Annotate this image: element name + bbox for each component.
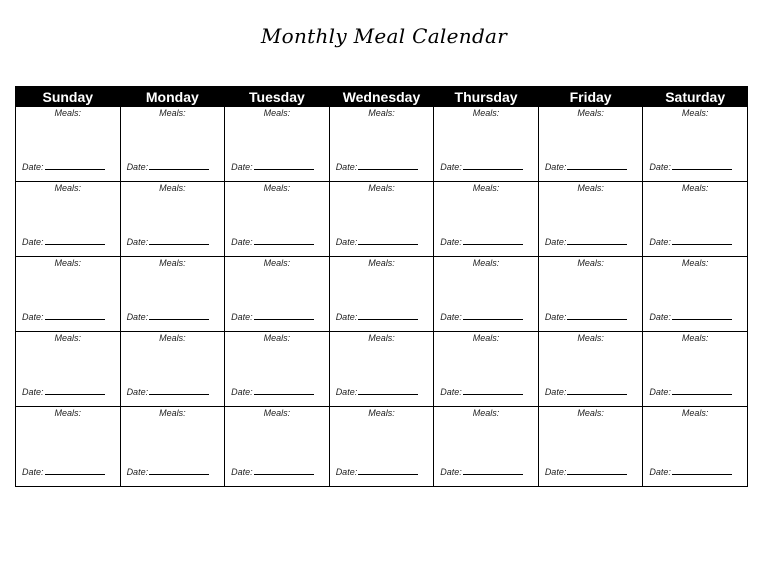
- date-field[interactable]: [231, 387, 314, 397]
- date-label: Date:: [126, 162, 149, 172]
- date-field[interactable]: [440, 387, 523, 397]
- date-label: Date:: [126, 237, 149, 247]
- date-field[interactable]: [336, 387, 419, 397]
- day-cell-wednesday-week-4[interactable]: [329, 332, 434, 407]
- meals-label: Meals:: [54, 108, 82, 118]
- date-blank-line[interactable]: [149, 394, 209, 395]
- date-field[interactable]: [231, 162, 314, 172]
- date-field[interactable]: [649, 467, 732, 477]
- date-blank-line[interactable]: [45, 319, 105, 320]
- date-blank-line[interactable]: [254, 169, 314, 170]
- header-sunday: Sunday: [16, 86, 121, 107]
- date-field[interactable]: [545, 467, 628, 477]
- day-cell-wednesday-week-3[interactable]: [329, 257, 434, 332]
- day-cell-friday-week-5[interactable]: [538, 407, 643, 487]
- date-field[interactable]: [440, 237, 523, 247]
- date-label: Date:: [231, 387, 253, 397]
- meals-label: Meals:: [263, 108, 291, 118]
- header-wednesday: Wednesday: [329, 86, 434, 107]
- date-label: Date:: [335, 387, 358, 397]
- date-label: Date:: [231, 237, 253, 247]
- meals-label: Meals:: [472, 183, 500, 193]
- meals-label: Meals:: [263, 183, 291, 193]
- date-blank-line[interactable]: [672, 319, 732, 320]
- meals-label: Meals:: [159, 333, 186, 343]
- meals-label: Meals:: [368, 183, 395, 193]
- date-blank-line[interactable]: [358, 244, 418, 245]
- date-blank-line[interactable]: [672, 169, 732, 170]
- date-field[interactable]: [336, 467, 419, 477]
- date-field[interactable]: [127, 387, 210, 397]
- date-label: Date:: [649, 387, 671, 397]
- meals-label: Meals:: [681, 183, 709, 193]
- date-label: Date:: [649, 162, 671, 172]
- date-blank-line[interactable]: [45, 394, 105, 395]
- day-cell-tuesday-week-3[interactable]: [225, 257, 330, 332]
- date-blank-line[interactable]: [45, 244, 105, 245]
- date-blank-line[interactable]: [463, 169, 523, 170]
- day-cell-tuesday-week-1[interactable]: [225, 107, 330, 182]
- date-blank-line[interactable]: [358, 474, 418, 475]
- date-blank-line[interactable]: [149, 474, 209, 475]
- date-label: Date:: [335, 467, 358, 477]
- date-label: Date:: [544, 237, 567, 247]
- day-cell-friday-week-4[interactable]: [538, 332, 643, 407]
- meals-label: Meals:: [472, 408, 500, 418]
- date-label: Date:: [544, 467, 567, 477]
- day-cell-saturday-week-2[interactable]: [643, 182, 748, 257]
- meals-label: Meals:: [54, 408, 82, 418]
- date-blank-line[interactable]: [567, 394, 627, 395]
- date-label: Date:: [22, 387, 44, 397]
- day-cell-saturday-week-5[interactable]: [643, 407, 748, 487]
- day-cell-friday-week-2[interactable]: [538, 182, 643, 257]
- date-label: Date:: [22, 467, 44, 477]
- date-field[interactable]: [545, 237, 628, 247]
- date-label: Date:: [335, 162, 358, 172]
- date-label: Date:: [22, 312, 44, 322]
- date-field[interactable]: [649, 162, 732, 172]
- day-cell-sunday-week-5[interactable]: [16, 407, 121, 487]
- date-blank-line[interactable]: [672, 394, 732, 395]
- meals-label: Meals:: [368, 108, 395, 118]
- date-field[interactable]: [127, 312, 210, 322]
- date-field[interactable]: [22, 467, 105, 477]
- meals-label: Meals:: [577, 183, 604, 193]
- day-cell-tuesday-week-5[interactable]: [225, 407, 330, 487]
- day-cell-thursday-week-3[interactable]: [434, 257, 539, 332]
- day-cell-monday-week-3[interactable]: [120, 257, 225, 332]
- day-cell-sunday-week-1[interactable]: [16, 107, 121, 182]
- header-tuesday: Tuesday: [225, 86, 330, 107]
- date-blank-line[interactable]: [358, 394, 418, 395]
- date-label: Date:: [440, 467, 462, 477]
- date-field[interactable]: [649, 312, 732, 322]
- date-field[interactable]: [649, 387, 732, 397]
- date-field[interactable]: [545, 312, 628, 322]
- date-blank-line[interactable]: [567, 169, 627, 170]
- week-row-1: [16, 107, 748, 182]
- meals-label: Meals:: [159, 108, 186, 118]
- date-field[interactable]: [440, 467, 523, 477]
- meal-calendar-grid: [15, 86, 748, 487]
- meals-label: Meals:: [577, 408, 604, 418]
- date-blank-line[interactable]: [254, 474, 314, 475]
- header-thursday: Thursday: [434, 86, 539, 107]
- date-label: Date:: [22, 162, 44, 172]
- page-title: Monthly Meal Calendar: [260, 24, 508, 48]
- header-monday: Monday: [120, 86, 225, 107]
- day-cell-monday-week-2[interactable]: [120, 182, 225, 257]
- date-field[interactable]: [649, 237, 732, 247]
- date-label: Date:: [544, 162, 567, 172]
- meals-label: Meals:: [577, 333, 604, 343]
- date-field[interactable]: [336, 162, 419, 172]
- date-label: Date:: [649, 312, 671, 322]
- meals-label: Meals:: [54, 183, 82, 193]
- day-cell-thursday-week-2[interactable]: [434, 182, 539, 257]
- date-blank-line[interactable]: [358, 169, 418, 170]
- meals-label: Meals:: [368, 408, 395, 418]
- date-label: Date:: [126, 467, 149, 477]
- date-field[interactable]: [22, 162, 105, 172]
- date-field[interactable]: [545, 387, 628, 397]
- date-blank-line[interactable]: [254, 319, 314, 320]
- meals-label: Meals:: [681, 408, 709, 418]
- meals-label: Meals:: [263, 258, 291, 268]
- date-blank-line[interactable]: [463, 394, 523, 395]
- day-cell-saturday-week-3[interactable]: [643, 257, 748, 332]
- date-field[interactable]: [231, 237, 314, 247]
- date-label: Date:: [440, 312, 462, 322]
- date-field[interactable]: [22, 387, 105, 397]
- date-field[interactable]: [22, 237, 105, 247]
- date-label: Date:: [649, 237, 671, 247]
- date-label: Date:: [440, 237, 462, 247]
- date-field[interactable]: [22, 312, 105, 322]
- day-cell-sunday-week-3[interactable]: [16, 257, 121, 332]
- day-cell-thursday-week-4[interactable]: [434, 332, 539, 407]
- week-row-4: [16, 332, 748, 407]
- day-cell-thursday-week-5[interactable]: [434, 407, 539, 487]
- date-blank-line[interactable]: [463, 474, 523, 475]
- date-label: Date:: [231, 467, 253, 477]
- date-blank-line[interactable]: [567, 244, 627, 245]
- meals-label: Meals:: [472, 333, 500, 343]
- date-blank-line[interactable]: [45, 169, 105, 170]
- meals-label: Meals:: [159, 258, 186, 268]
- meals-label: Meals:: [472, 258, 500, 268]
- date-blank-line[interactable]: [254, 394, 314, 395]
- day-cell-wednesday-week-2[interactable]: [329, 182, 434, 257]
- meals-label: Meals:: [54, 333, 82, 343]
- date-blank-line[interactable]: [463, 244, 523, 245]
- date-label: Date:: [335, 312, 358, 322]
- date-label: Date:: [440, 162, 462, 172]
- week-row-5: [16, 407, 748, 487]
- date-label: Date:: [544, 312, 567, 322]
- meals-label: Meals:: [263, 333, 291, 343]
- day-cell-tuesday-week-2[interactable]: [225, 182, 330, 257]
- date-field[interactable]: [127, 237, 210, 247]
- date-field[interactable]: [440, 162, 523, 172]
- day-cell-thursday-week-1[interactable]: [434, 107, 539, 182]
- date-blank-line[interactable]: [672, 244, 732, 245]
- date-field[interactable]: [440, 312, 523, 322]
- date-label: Date:: [126, 312, 149, 322]
- week-row-2: [16, 182, 748, 257]
- date-field[interactable]: [127, 467, 210, 477]
- day-cell-friday-week-3[interactable]: [538, 257, 643, 332]
- date-label: Date:: [544, 387, 567, 397]
- date-blank-line[interactable]: [149, 169, 209, 170]
- meals-label: Meals:: [368, 333, 395, 343]
- meals-label: Meals:: [368, 258, 395, 268]
- date-field[interactable]: [545, 162, 628, 172]
- meals-label: Meals:: [263, 408, 291, 418]
- date-label: Date:: [231, 162, 253, 172]
- day-cell-monday-week-4[interactable]: [120, 332, 225, 407]
- date-field[interactable]: [127, 162, 210, 172]
- date-blank-line[interactable]: [358, 319, 418, 320]
- meals-label: Meals:: [472, 108, 500, 118]
- day-cell-saturday-week-1[interactable]: [643, 107, 748, 182]
- date-label: Date:: [22, 237, 44, 247]
- meals-label: Meals:: [159, 408, 186, 418]
- meals-label: Meals:: [681, 108, 709, 118]
- day-cell-wednesday-week-5[interactable]: [329, 407, 434, 487]
- date-label: Date:: [649, 467, 671, 477]
- date-blank-line[interactable]: [45, 474, 105, 475]
- meals-label: Meals:: [577, 258, 604, 268]
- header-friday: Friday: [538, 86, 643, 107]
- date-blank-line[interactable]: [254, 244, 314, 245]
- date-blank-line[interactable]: [149, 319, 209, 320]
- date-label: Date:: [440, 387, 462, 397]
- day-cell-tuesday-week-4[interactable]: [225, 332, 330, 407]
- day-cell-saturday-week-4[interactable]: [643, 332, 748, 407]
- date-field[interactable]: [336, 312, 419, 322]
- day-cell-friday-week-1[interactable]: [538, 107, 643, 182]
- weekday-header-row: [16, 86, 748, 107]
- date-field[interactable]: [231, 467, 314, 477]
- meals-label: Meals:: [681, 333, 709, 343]
- date-label: Date:: [335, 237, 358, 247]
- day-cell-monday-week-1[interactable]: [120, 107, 225, 182]
- meals-label: Meals:: [54, 258, 82, 268]
- date-blank-line[interactable]: [149, 244, 209, 245]
- meals-label: Meals:: [577, 108, 604, 118]
- date-blank-line[interactable]: [463, 319, 523, 320]
- day-cell-sunday-week-2[interactable]: [16, 182, 121, 257]
- day-cell-sunday-week-4[interactable]: [16, 332, 121, 407]
- date-label: Date:: [231, 312, 253, 322]
- date-field[interactable]: [231, 312, 314, 322]
- date-field[interactable]: [336, 237, 419, 247]
- header-saturday: Saturday: [643, 86, 748, 107]
- meals-label: Meals:: [159, 183, 186, 193]
- meals-label: Meals:: [681, 258, 709, 268]
- date-blank-line[interactable]: [672, 474, 732, 475]
- day-cell-monday-week-5[interactable]: [120, 407, 225, 487]
- date-label: Date:: [126, 387, 149, 397]
- week-row-3: [16, 257, 748, 332]
- day-cell-wednesday-week-1[interactable]: [329, 107, 434, 182]
- date-blank-line[interactable]: [567, 319, 627, 320]
- date-blank-line[interactable]: [567, 474, 627, 475]
